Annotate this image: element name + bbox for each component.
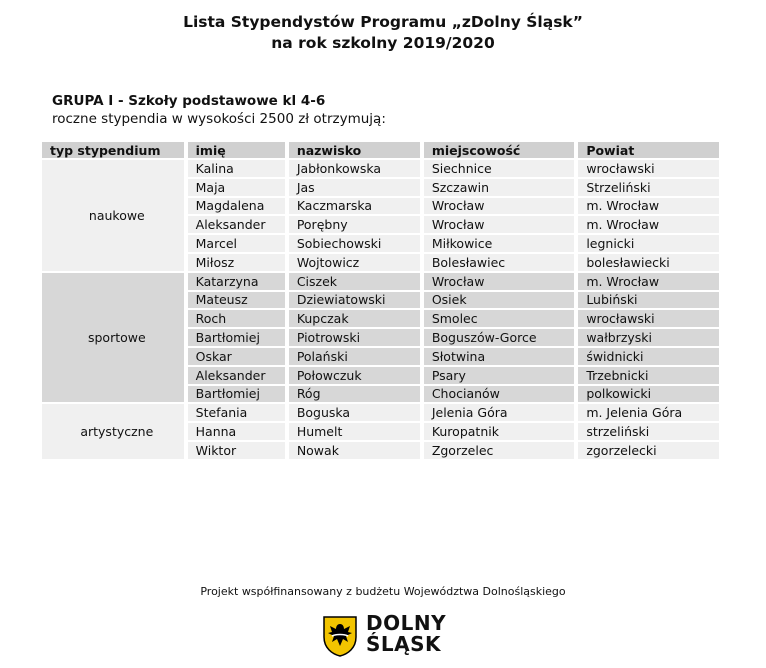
town-cell: Kuropatnik <box>424 423 579 442</box>
first-name-cell: Stefania <box>188 404 289 423</box>
first-name-cell: Miłosz <box>188 254 289 273</box>
county-cell: legnicki <box>578 235 719 254</box>
county-cell: Lubiński <box>578 292 719 311</box>
town-cell: Psary <box>424 367 579 386</box>
county-cell: m. Wrocław <box>578 216 719 235</box>
first-name-cell: Marcel <box>188 235 289 254</box>
document-title <box>0 12 766 54</box>
first-name-cell: Wiktor <box>188 442 289 461</box>
county-cell: zgorzelecki <box>578 442 719 461</box>
scholarship-type-cell: artystyczne <box>42 404 188 460</box>
logo-line-1: DOLNY <box>366 611 447 635</box>
first-name-cell: Mateusz <box>188 292 289 311</box>
county-cell: m. Wrocław <box>578 198 719 217</box>
county-cell: świdnicki <box>578 348 719 367</box>
column-header-county: Powiat <box>578 142 719 160</box>
column-header-first-name: imię <box>188 142 289 160</box>
table-row <box>42 273 719 292</box>
county-cell: wrocławski <box>578 310 719 329</box>
last-name-cell: Humelt <box>289 423 424 442</box>
coat-of-arms-icon <box>322 615 358 657</box>
first-name-cell: Katarzyna <box>188 273 289 292</box>
county-cell: m. Jelenia Góra <box>578 404 719 423</box>
last-name-cell: Boguska <box>289 404 424 423</box>
last-name-cell: Porębny <box>289 216 424 235</box>
column-header-type: typ stypendium <box>42 142 188 160</box>
last-name-cell: Sobiechowski <box>289 235 424 254</box>
group-heading: GRUPA I - Szkoły podstawowe kl 4-6 <box>52 93 326 109</box>
town-cell: Słotwina <box>424 348 579 367</box>
last-name-cell: Połowczuk <box>289 367 424 386</box>
first-name-cell: Oskar <box>188 348 289 367</box>
column-header-town: miejscowość <box>424 142 579 160</box>
county-cell: wrocławski <box>578 160 719 179</box>
scholarship-type-cell: sportowe <box>42 273 188 405</box>
town-cell: Bolesławiec <box>424 254 579 273</box>
last-name-cell: Jabłonkowska <box>289 160 424 179</box>
town-cell: Osiek <box>424 292 579 311</box>
town-cell: Miłkowice <box>424 235 579 254</box>
scholarship-table <box>42 142 719 461</box>
scholarship-type-cell: naukowe <box>42 160 188 273</box>
table-row <box>42 404 719 423</box>
first-name-cell: Bartłomiej <box>188 386 289 405</box>
town-cell: Wrocław <box>424 198 579 217</box>
town-cell: Chocianów <box>424 386 579 405</box>
first-name-cell: Magdalena <box>188 198 289 217</box>
last-name-cell: Kaczmarska <box>289 198 424 217</box>
footer-note: Projekt współfinansowany z budżetu Województwa Dolnośląskiego <box>200 585 566 598</box>
last-name-cell: Dziewiatowski <box>289 292 424 311</box>
town-cell: Wrocław <box>424 273 579 292</box>
last-name-cell: Róg <box>289 386 424 405</box>
last-name-cell: Jas <box>289 179 424 198</box>
table-body <box>42 160 719 461</box>
table-header-row <box>42 142 719 160</box>
last-name-cell: Kupczak <box>289 310 424 329</box>
town-cell: Szczawin <box>424 179 579 198</box>
town-cell: Boguszów-Gorce <box>424 329 579 348</box>
title-line-1: Lista Stypendystów Programu „zDolny Śląsk” <box>183 13 583 31</box>
first-name-cell: Hanna <box>188 423 289 442</box>
last-name-cell: Nowak <box>289 442 424 461</box>
group-subheading: roczne stypendia w wysokości 2500 zł otrzymują: <box>52 111 386 127</box>
dolny-slask-logo <box>322 613 462 659</box>
title-line-2: na rok szkolny 2019/2020 <box>271 34 495 52</box>
last-name-cell: Ciszek <box>289 273 424 292</box>
last-name-cell: Wojtowicz <box>289 254 424 273</box>
county-cell: m. Wrocław <box>578 273 719 292</box>
town-cell: Jelenia Góra <box>424 404 579 423</box>
county-cell: bolesławiecki <box>578 254 719 273</box>
town-cell: Zgorzelec <box>424 442 579 461</box>
first-name-cell: Kalina <box>188 160 289 179</box>
county-cell: Trzebnicki <box>578 367 719 386</box>
town-cell: Wrocław <box>424 216 579 235</box>
first-name-cell: Maja <box>188 179 289 198</box>
first-name-cell: Bartłomiej <box>188 329 289 348</box>
town-cell: Smolec <box>424 310 579 329</box>
county-cell: strzeliński <box>578 423 719 442</box>
first-name-cell: Roch <box>188 310 289 329</box>
column-header-last-name: nazwisko <box>289 142 424 160</box>
logo-line-2: ŚLĄSK <box>366 632 442 656</box>
county-cell: wałbrzyski <box>578 329 719 348</box>
last-name-cell: Piotrowski <box>289 329 424 348</box>
county-cell: Strzeliński <box>578 179 719 198</box>
first-name-cell: Aleksander <box>188 216 289 235</box>
last-name-cell: Polański <box>289 348 424 367</box>
first-name-cell: Aleksander <box>188 367 289 386</box>
county-cell: polkowicki <box>578 386 719 405</box>
table-row <box>42 160 719 179</box>
town-cell: Siechnice <box>424 160 579 179</box>
